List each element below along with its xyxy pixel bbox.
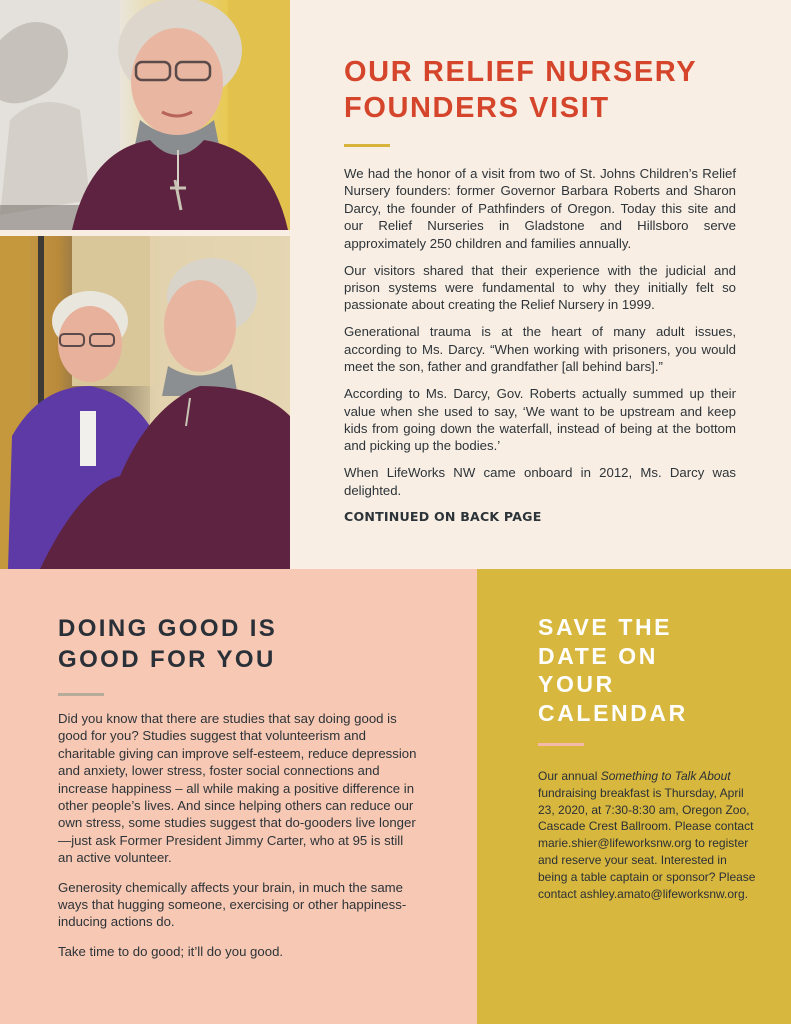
- save-the-date-divider: [538, 743, 584, 746]
- continued-note: CONTINUED ON BACK PAGE: [344, 509, 542, 525]
- founders-visit-article: [344, 54, 736, 524]
- doing-good-title-line2: GOOD FOR YOU: [58, 646, 276, 673]
- doing-good-paragraph: Generosity chemically affects your brain, in much the same ways that hugging someone, exercising or other happiness-inducing actions do.: [58, 879, 407, 930]
- doing-good-paragraph: Take time to do good; it’ll do you good.: [58, 943, 284, 959]
- doing-good-paragraph: Did you know that there are studies that say doing good is good for you? Studies suggest that volunteerism and charitable giving can improve self-esteem, reduce depression and anxiety, lower stress, foster social connections and increase happiness – all while making a positive difference in other people’s lives. And since helping others can reduce our own stress, some studies suggest that do-gooders live longer—just ask Former President Jimmy Carter, who at 95 is still an active volunteer.: [58, 711, 417, 866]
- article-title: [344, 54, 724, 126]
- event-intro: Our annual: [538, 769, 601, 783]
- doing-good-section: [0, 569, 477, 1024]
- save-title-line: SAVE THE: [538, 614, 673, 640]
- save-the-date-section: [477, 569, 791, 1024]
- save-the-date-body: [538, 768, 758, 902]
- event-details: fundraising breakfast is Thursday, April 23, 2020, at 7:30-8:30 am, Oregon Zoo, Cascade Crest Ballroom. Please contact marie.shier@lifeworksnw.org to register and reserve your seat. Interested in being a table captain or sponsor? Please contact ashley.amato@lifeworksnw.org.: [538, 785, 756, 901]
- event-name: Something to Talk About: [600, 769, 731, 783]
- article-paragraph: When LifeWorks NW came onboard in 2012, Ms. Darcy was delighted.: [344, 465, 736, 498]
- article-title-line1: OUR RELIEF NURSERY: [344, 56, 698, 88]
- article-paragraph: Our visitors shared that their experience with the judicial and prison systems were fundamental to why they initially felt so passionate about creating the Relief Nursery in 1999.: [344, 262, 736, 313]
- save-title-line: CALENDAR: [538, 699, 688, 726]
- woman-portrait-image: [0, 0, 290, 230]
- title-divider: [344, 144, 390, 147]
- article-paragraph: According to Ms. Darcy, Gov. Roberts actually summed up their value when she used to say, ‘We want to be upstream and keep kids from going down the waterfall, instead of being at the bottom and picking up the bodies.’: [344, 386, 736, 454]
- save-title-line: DATE ON: [538, 642, 658, 669]
- photo-top: [0, 0, 290, 230]
- doing-good-title-line1: DOING GOOD IS: [58, 615, 278, 642]
- article-paragraph: Generational trauma is at the heart of many adult issues, according to Ms. Darcy. “When working with prisoners, you would meet the son, father and grandfather [all behind bars].”: [344, 324, 736, 375]
- article-paragraph: We had the honor of a visit from two of St. Johns Children’s Relief Nursery founders: former Governor Barbara Roberts and Sharon Darcy, the founder of Pathfinders of Oregon. Today this site and our Relief Nurseries in Gladstone and Hillsboro serve approximately 250 children and families annually.: [344, 166, 736, 251]
- two-women-image: [0, 236, 290, 569]
- article-title-line2: FOUNDERS VISIT: [344, 92, 610, 124]
- save-title-line: YOUR: [538, 671, 615, 697]
- doing-good-title: [58, 613, 358, 675]
- save-the-date-title: [538, 613, 738, 727]
- doing-good-divider: [58, 693, 104, 696]
- photo-bottom: [0, 236, 290, 569]
